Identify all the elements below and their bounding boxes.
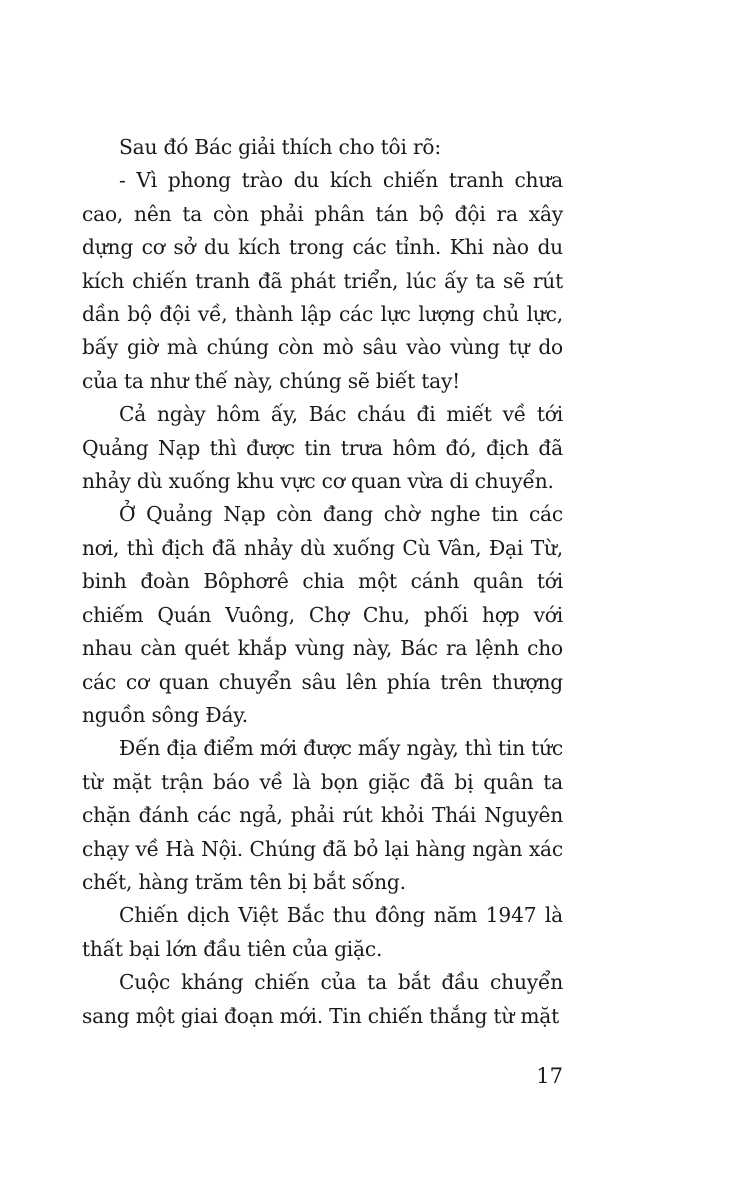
paragraph: Sau đó Bác giải thích cho tôi rõ: <box>119 135 441 159</box>
paragraph: Cả ngày hôm ấy, Bác cháu đi miết về tới Quảng Nạp thì được tin trưa hôm đó, địch đã nhảy dù xuống khu vực cơ quan vừa di chuyển. <box>82 402 563 494</box>
page-number: 17 <box>536 1064 563 1088</box>
paragraph: Cuộc kháng chiến của ta bắt đầu chuyển sang một giai đoạn mới. Tin chiến thắng từ mặt <box>82 970 563 1028</box>
paragraph: Ở Quảng Nạp còn đang chờ nghe tin các nơi, thì địch đã nhảy dù xuống Cù Vân, Đại Từ, binh đoàn Bôphơrê chia một cánh quân tới chiếm Quán Vuông, Chợ Chu, phối hợp với nhau càn quét khắp vùng này, Bác ra lệnh cho các cơ quan chuyển sâu lên phía trên thượng nguồn sông Đáy. <box>82 502 563 727</box>
paragraph: Đến địa điểm mới được mấy ngày, thì tin tức từ mặt trận báo về là bọn giặc đã bị quân ta chặn đánh các ngả, phải rút khỏi Thái Nguyên chạy về Hà Nội. Chúng đã bỏ lại hàng ngàn xác chết, hàng trăm tên bị bắt sống. <box>82 736 563 894</box>
paragraph: Chiến dịch Việt Bắc thu đông năm 1947 là thất bại lớn đầu tiên của giặc. <box>82 903 563 961</box>
paragraph: - Vì phong trào du kích chiến tranh chưa cao, nên ta còn phải phân tán bộ đội ra xây dựng cơ sở du kích trong các tỉnh. Khi nào du kích chiến tranh đã phát triển, lúc ấy ta sẽ rút dần bộ đội về, thành lập các lực lượng chủ lực, bấy giờ mà chúng còn mò sâu vào vùng tự do của ta như thế này, chúng sẽ biết tay! <box>82 168 563 393</box>
body-text <box>82 131 563 1033</box>
